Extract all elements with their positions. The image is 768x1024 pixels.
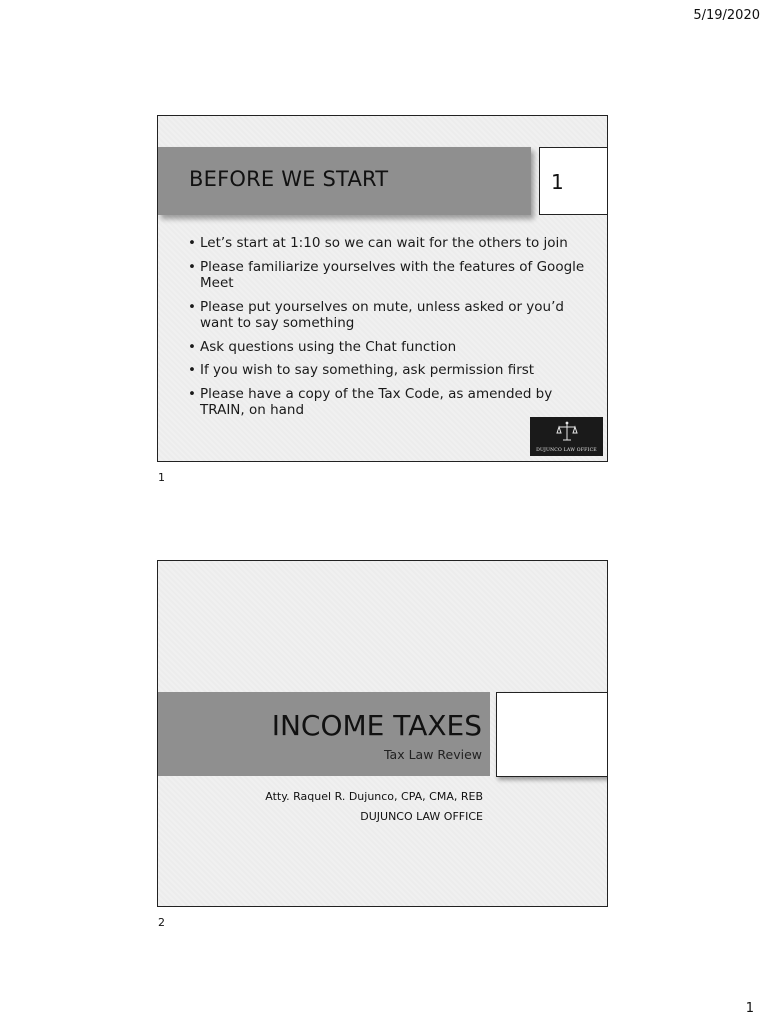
slide-title-bar <box>158 692 490 776</box>
office-name: DUJUNCO LAW OFFICE <box>360 810 483 823</box>
page-date: 5/19/2020 <box>693 8 760 23</box>
bullet-item: • Let’s start at 1:10 so we can wait for the others to join <box>188 235 600 252</box>
slide-number-text: 1 <box>551 170 564 194</box>
slide-2 <box>157 560 608 907</box>
page-number: 1 <box>745 1001 754 1016</box>
bullet-list <box>188 235 600 426</box>
slide-title-bar <box>158 147 531 215</box>
scales-of-justice-icon <box>555 420 579 444</box>
law-office-logo <box>530 417 603 456</box>
slide-subtitle: Tax Law Review <box>383 747 482 762</box>
slide-1 <box>157 115 608 462</box>
slide-label-1: 1 <box>158 471 165 484</box>
slide-title: INCOME TAXES <box>271 709 482 742</box>
slide-label-2: 2 <box>158 916 165 929</box>
author-block <box>265 787 483 827</box>
author-name: Atty. Raquel R. Dujunco, CPA, CMA, REB <box>265 790 483 803</box>
bullet-item: • Please familiarize yourselves with the features of Google Meet <box>188 259 600 292</box>
slide-title: BEFORE WE START <box>189 167 389 191</box>
bullet-item: • Please have a copy of the Tax Code, as amended by TRAIN, on hand <box>188 386 600 419</box>
slide-number-box <box>539 147 608 215</box>
logo-text: DUJUNCO LAW OFFICE <box>536 448 597 453</box>
bullet-item: • Please put yourselves on mute, unless asked or you’d want to say something <box>188 299 600 332</box>
bullet-item: • If you wish to say something, ask permission first <box>188 362 600 379</box>
bullet-item: • Ask questions using the Chat function <box>188 339 600 356</box>
slide-blank-box <box>496 692 608 777</box>
